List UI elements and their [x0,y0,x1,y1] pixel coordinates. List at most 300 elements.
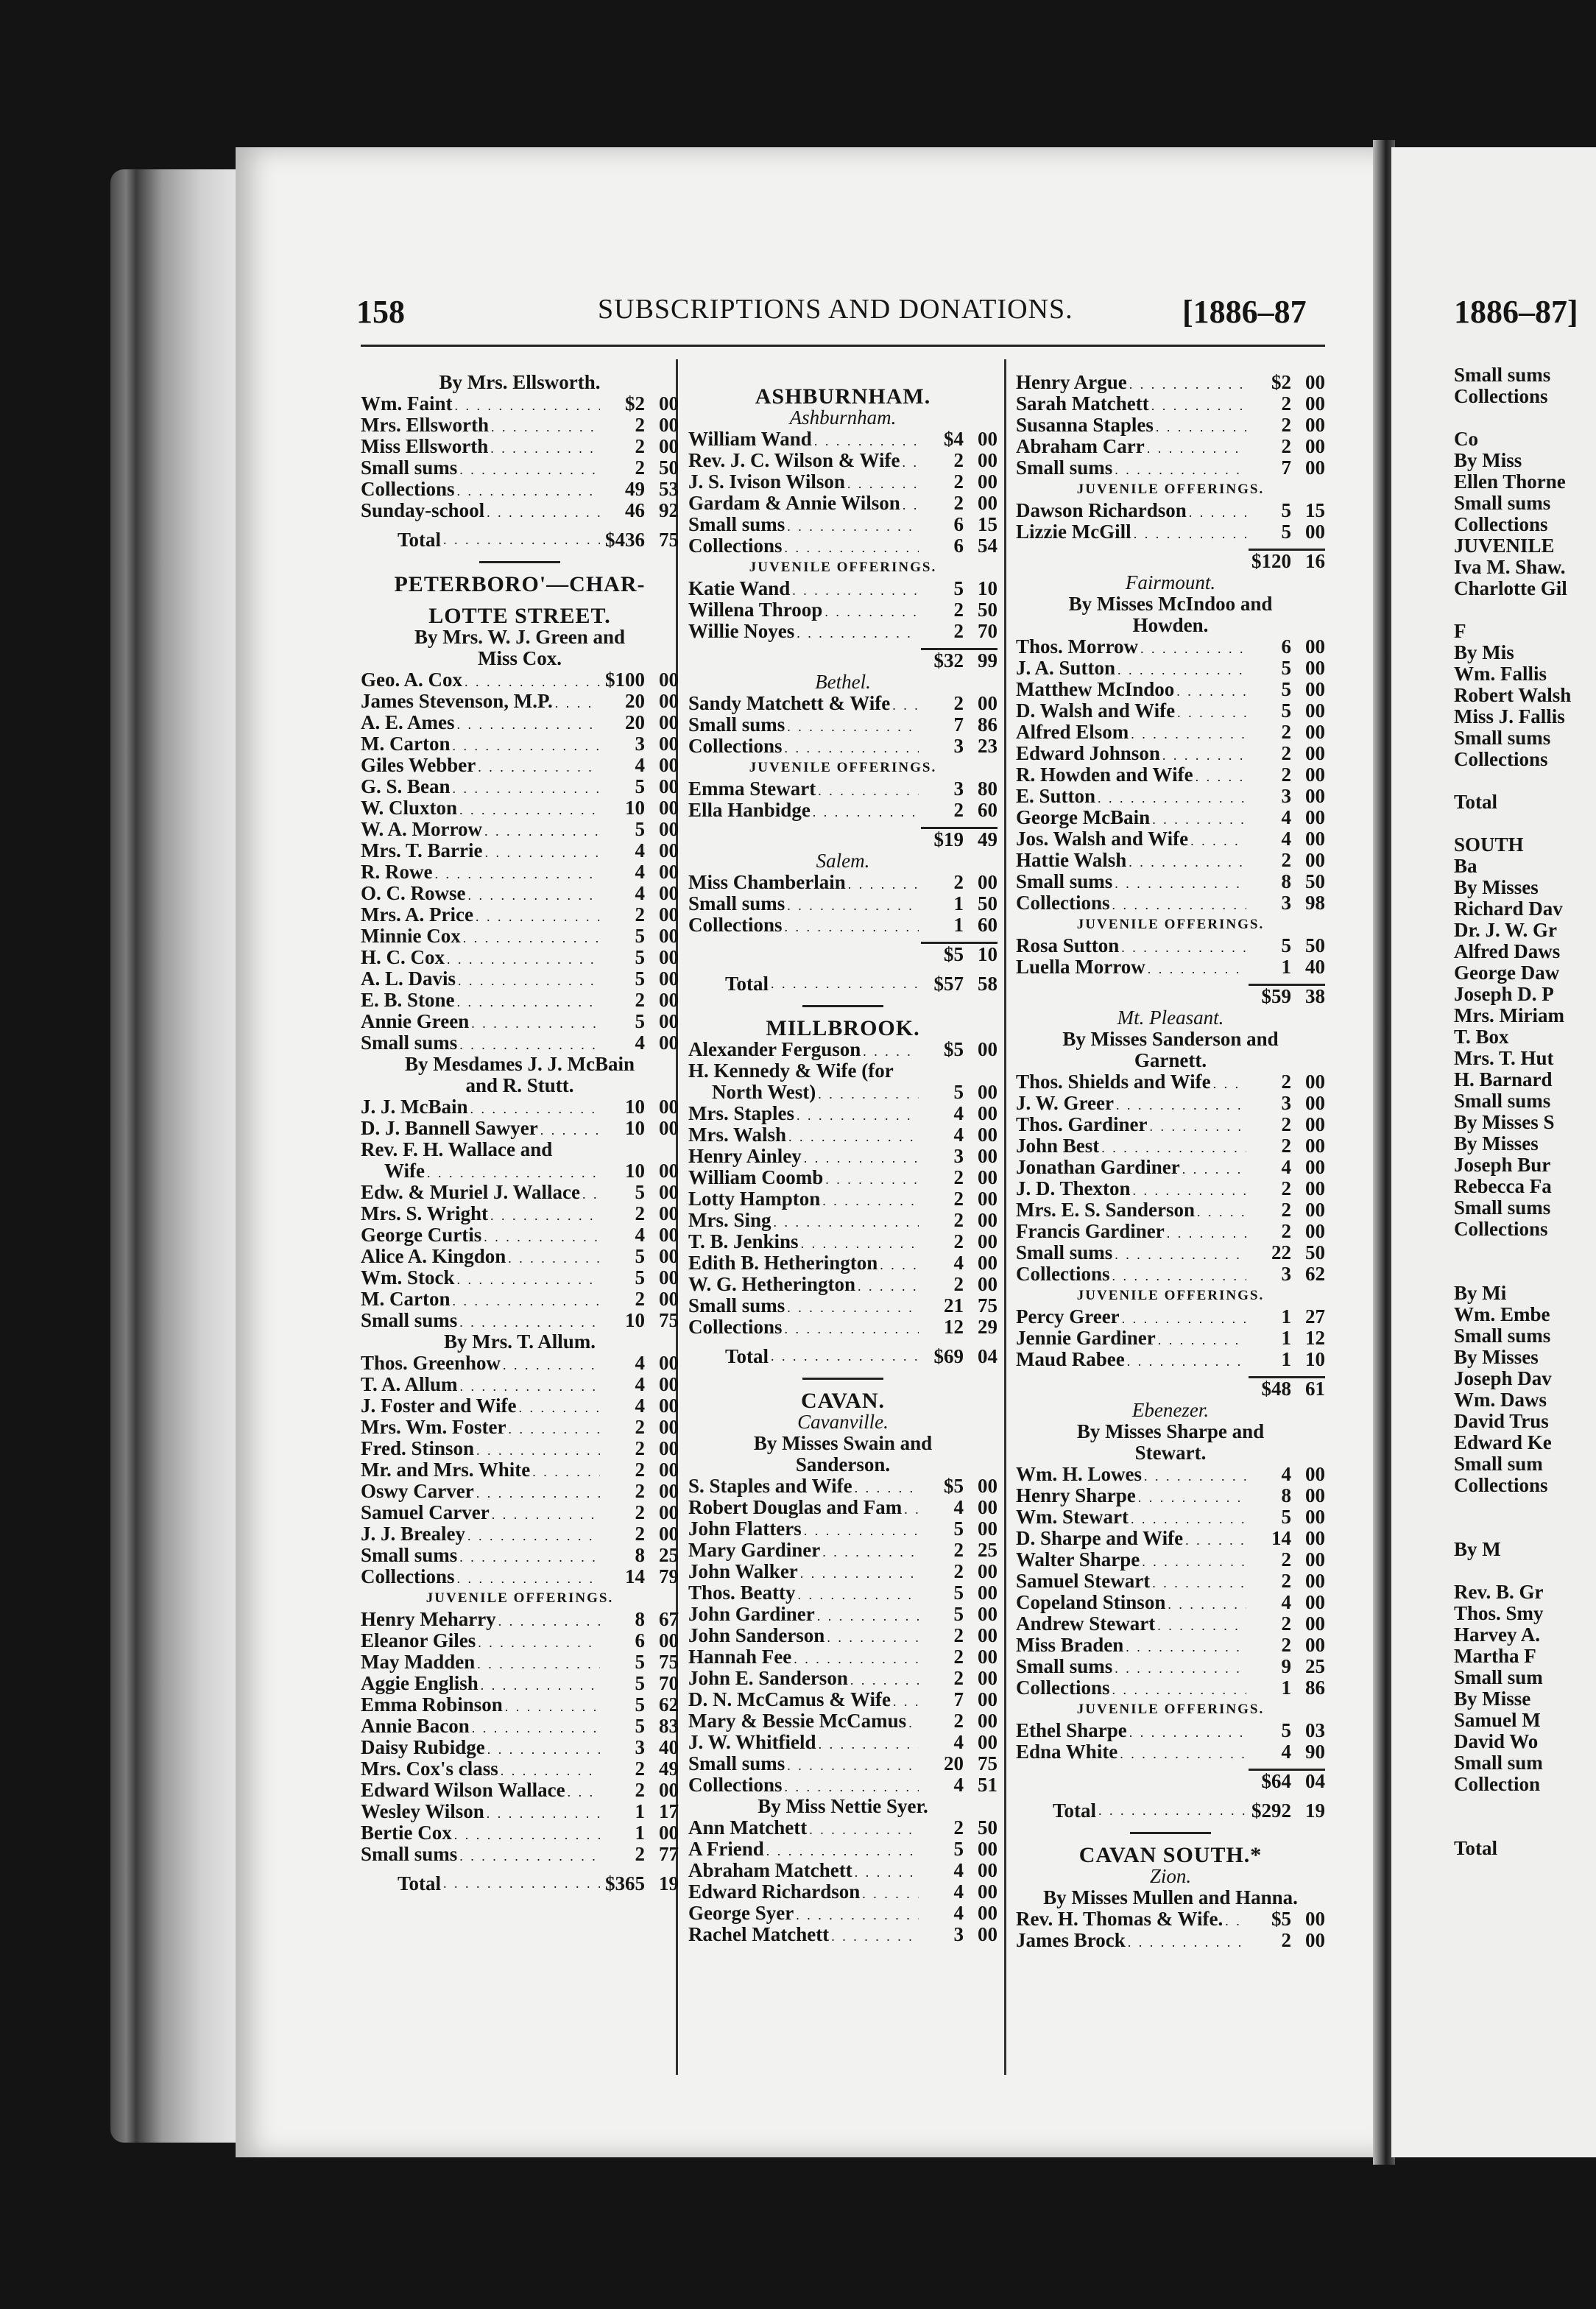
subtotal-cents: 99 [964,648,998,671]
total-row [688,965,998,995]
amount-cents: 86 [1305,1677,1325,1699]
donor-name: Collections [1016,1263,1110,1285]
donor-name: A. L. Davis [361,968,456,990]
entry-row [1016,1071,1325,1093]
entry-row [688,1167,998,1188]
circuit-name: Fairmount. [1125,571,1216,593]
leader-dots [1148,959,1246,978]
entry-row [688,1668,998,1689]
donor-name: J. W. Greer [1016,1093,1114,1114]
leader-dots [771,973,919,995]
entry-row [1016,1528,1325,1549]
next-page-fragment: Wm. Daws [1454,1389,1547,1411]
amount-cents: 00 [978,1668,998,1689]
amount-dollars: 2 [1281,1199,1291,1221]
amount-cents: 00 [659,1203,679,1224]
next-page-column [1454,364,1571,1859]
subtotal-dollars: $59 [1249,984,1291,1007]
next-page-fragment: Small sum [1454,1453,1543,1475]
amount-cents: 00 [659,1289,679,1310]
donor-name: Katie Wand [688,578,791,599]
amount-cents: 00 [659,415,679,436]
circuit-name: Salem. [816,850,870,872]
donor-name: Total [725,1345,769,1367]
leader-dots [893,1691,919,1710]
amount-cents: 25 [659,1545,679,1566]
next-page-fragment: Collections [1454,1474,1548,1496]
entry-row [688,714,998,736]
leader-dots [1150,1116,1246,1135]
entry-row [1016,1349,1325,1370]
leader-dots [490,438,600,457]
donor-name: W. A. Morrow [361,819,482,840]
entry-row [688,1316,998,1338]
amount-dollars: 2 [635,1523,645,1545]
donor-name: M. Carton [361,733,451,755]
amount-dollars: 8 [1281,1485,1291,1506]
amount-cents: 00 [978,872,998,893]
amount-cents: 00 [659,393,679,415]
amount-cents: 00 [1305,1071,1325,1093]
subtotal-cents: 38 [1291,984,1325,1007]
amount-dollars: 2 [635,1289,645,1310]
amount-dollars: 5 [635,1716,645,1737]
donor-name: D. N. McCamus & Wife [688,1689,891,1710]
leader-dots [467,1526,600,1545]
donor-name: Hattie Walsh [1016,850,1127,871]
entry-row [1016,500,1325,521]
donor-name: Gardam & Annie Wilson [688,493,900,514]
next-page-fragment: Collections [1454,1218,1548,1240]
next-page-fragment: H. Barnard [1454,1068,1553,1090]
subtotal-dollars: $64 [1249,1769,1291,1792]
next-page-fragment: Martha F [1454,1645,1536,1667]
amount-dollars: 2 [953,1167,964,1188]
amount-cents: 60 [978,800,998,821]
donor-name: Collections [688,1774,783,1796]
leader-dots [476,1483,600,1502]
total-row [1016,1792,1325,1822]
next-page-fragment: By Mis [1454,641,1514,663]
amount-cents: 70 [659,1673,679,1694]
leader-dots [491,417,600,436]
amount-cents: 00 [1305,786,1325,807]
amount-cents: 00 [1305,658,1325,679]
amount-dollars: $365 [605,1872,645,1894]
leader-dots [582,1184,600,1203]
amount-cents: 00 [978,1860,998,1881]
leader-dots [1182,1159,1246,1178]
next-page-fragment: Edward Ke [1454,1431,1552,1453]
amount-cents: 54 [978,535,998,557]
leader-dots [1128,1932,1246,1951]
donor-name: Total [398,1872,442,1894]
donor-name: Walter Sharpe [1016,1549,1140,1571]
leader-dots [1098,1800,1246,1822]
donor-name: Luella Morrow [1016,956,1145,978]
entry-row [1016,1221,1325,1242]
leader-dots [785,917,919,936]
donor-name: Collections [361,479,455,500]
next-page-fragment: Ba [1454,855,1477,877]
amount-dollars: 4 [635,1224,645,1246]
donor-name: Henry Ainley [688,1146,802,1167]
section-heading: PETERBORO'—CHAR- [394,572,646,596]
amount-cents: 00 [659,1630,679,1651]
amount-cents: 77 [659,1844,679,1865]
leader-dots [459,459,600,479]
amount-dollars: 2 [1281,1135,1291,1157]
total-row [361,1865,679,1894]
leader-dots [809,1819,919,1839]
donor-name: Sandy Matchett & Wife [688,693,891,714]
amount-cents: 00 [1305,1506,1325,1528]
entry-row [361,1673,679,1694]
leader-dots [459,800,600,819]
leader-dots [1101,1138,1246,1157]
donor-name: Jennie Gardiner [1016,1328,1156,1349]
entry-row [361,1011,679,1032]
leader-dots [457,481,601,500]
next-page-fragment: Miss J. Fallis [1454,705,1565,727]
amount-cents: 00 [978,1231,998,1252]
entry-row [361,1651,679,1673]
entry-row [361,393,679,415]
leader-dots [813,802,919,821]
leader-dots [1147,438,1246,457]
leader-dots [1115,459,1246,479]
next-page-fragment: Collections [1454,748,1548,770]
amount-dollars: 4 [635,1374,645,1395]
entry-row [361,479,679,500]
donor-name: George Syer [688,1903,794,1924]
next-page-fragment: SOUTH [1454,833,1524,856]
donor-name: Mrs. Sing [688,1210,771,1231]
entry-row [361,1118,679,1139]
leader-dots [850,1670,919,1689]
leader-dots [443,529,600,551]
amount-dollars: 4 [1281,1592,1291,1613]
entry-row [688,514,998,535]
subtotal-dollars: $5 [921,942,964,965]
leader-dots [1157,1615,1246,1635]
leader-dots [831,1926,919,1945]
amount-cents: 00 [978,1924,998,1945]
donor-name: Giles Webber [361,755,476,776]
amount-cents: 25 [1305,1656,1325,1677]
amount-dollars: 4 [953,1860,964,1881]
amount-dollars: 12 [944,1316,964,1338]
entry-row [688,1274,998,1295]
amount-dollars: $4 [944,429,964,450]
amount-cents: 00 [659,733,679,755]
entry-row [361,1459,679,1481]
collector-line: By Miss Nettie Syer. [758,1795,928,1817]
entry-row [1016,1908,1325,1930]
amount-cents: 00 [659,1118,679,1139]
subtotal-row [1016,978,1325,1007]
donor-name: Small sums [688,1295,785,1316]
entry-row [688,1540,998,1561]
amount-cents: 00 [1305,1114,1325,1135]
donor-name: Emma Stewart [688,778,816,800]
entry-row [361,1545,679,1566]
leader-dots [848,874,919,893]
amount-dollars: 4 [635,883,645,904]
donor-name: Samuel Carver [361,1502,490,1523]
leader-dots [792,580,919,599]
leader-dots [472,1718,600,1737]
entry-row [1016,1592,1325,1613]
amount-dollars: 10 [625,1310,645,1331]
entry-row [361,1481,679,1502]
amount-cents: 75 [659,529,679,551]
leader-dots [1138,1487,1246,1506]
donor-name: North West) [712,1082,816,1103]
leader-dots [818,780,919,800]
entry-row [361,1758,679,1780]
collector-line: By Misses Sharpe and [1076,1420,1265,1442]
entry-row [1016,679,1325,700]
entry-row [361,1822,679,1844]
entry-row [1016,1635,1325,1656]
amount-dollars: 4 [953,1732,964,1753]
amount-dollars: 5 [1281,521,1291,543]
amount-cents: 00 [1305,521,1325,543]
section-rule [1130,1832,1211,1834]
next-page-fragment: By Misse [1454,1688,1531,1710]
entry-row [688,599,998,621]
entry-row [1016,700,1325,722]
leader-dots [798,1584,919,1604]
amount-dollars: 4 [1281,1157,1291,1178]
amount-cents: 03 [1305,1720,1325,1741]
leader-dots [771,1346,919,1367]
amount-cents: 50 [978,599,998,621]
donor-name: M. Carton [361,1289,451,1310]
next-page-fragment [1454,770,1571,792]
donor-name: Geo. A. Cox [361,669,462,691]
donor-name: W. Cluxton [361,797,458,819]
amount-cents: 75 [659,1651,679,1673]
next-page-fragment [1454,407,1571,429]
amount-dollars: 20 [944,1753,964,1774]
amount-cents: 98 [1305,892,1325,914]
amount-dollars: 7 [953,714,964,736]
leader-dots [492,1504,600,1523]
donor-name: Alfred Elsom [1016,722,1129,743]
donor-name: Small sums [688,1753,785,1774]
amount-cents: 00 [659,1267,679,1289]
amount-dollars: $5 [1271,1908,1291,1930]
amount-cents: 00 [659,1353,679,1374]
donor-name: J. W. Whitfield [688,1732,816,1753]
amount-cents: 00 [978,1039,998,1060]
leader-dots [1197,1202,1246,1221]
entry-row [1016,1571,1325,1592]
entry-row [1016,1114,1325,1135]
amount-dollars: 4 [635,1353,645,1374]
amount-cents: 00 [659,1438,679,1459]
amount-dollars: 2 [953,450,964,471]
leader-dots [814,431,919,450]
collector-line: Stewart. [1134,1442,1207,1464]
page-year: [1886–87 [1182,294,1307,330]
entry-row [1016,1720,1325,1741]
donor-name: Small sums [688,514,785,535]
next-page-fragment: By Misses S [1454,1111,1555,1133]
entry-row [688,1103,998,1124]
donor-name: Collections [688,1316,783,1338]
entry-row [361,1032,679,1054]
amount-dollars: 2 [635,1502,645,1523]
donor-name: A. E. Ames [361,712,455,733]
entry-row [1016,935,1325,956]
entry-row [1016,1328,1325,1349]
amount-cents: 00 [1305,679,1325,700]
donor-name: E. B. Stone [361,990,455,1011]
leader-dots [794,1649,919,1668]
leader-dots [1144,1466,1246,1485]
amount-dollars: 4 [1281,828,1291,850]
entry-row [1016,743,1325,764]
donor-name: John Flatters [688,1518,802,1540]
amount-dollars: 49 [625,479,645,500]
entry-row [361,1374,679,1395]
amount-dollars: 5 [635,1673,645,1694]
leader-dots [1152,1573,1246,1592]
leader-dots [1196,766,1246,786]
amount-cents: 04 [978,1345,998,1367]
entry-row [688,1625,998,1646]
amount-dollars: 2 [635,1417,645,1438]
donor-name: Abraham Carr [1016,436,1145,457]
leader-dots [1140,638,1246,658]
leader-dots [457,992,600,1011]
next-page-fragment: By M [1454,1538,1501,1560]
leader-dots [797,623,919,642]
collector-line: By Mrs. Ellsworth. [439,371,601,393]
entry-row [688,893,998,914]
amount-cents: 00 [1305,807,1325,828]
amount-dollars: 5 [635,926,645,947]
juvenile-heading: JUVENILE OFFERINGS. [1076,917,1265,932]
next-page-fragment: By Mi [1454,1282,1507,1304]
amount-dollars: 2 [953,693,964,714]
juvenile-heading: JUVENILE OFFERINGS. [1076,482,1265,497]
entry-row [1016,871,1325,892]
amount-dollars: 1 [1281,1349,1291,1370]
donor-name: William Coomb [688,1167,824,1188]
section-heading: CAVAN SOUTH.* [1078,1843,1263,1867]
page-number: 158 [356,294,405,330]
amount-dollars: 2 [635,1758,645,1780]
donor-name: Minnie Cox [361,926,461,947]
entry-row [688,1146,998,1167]
amount-cents: 00 [978,1625,998,1646]
donor-name: Emma Robinson [361,1694,503,1716]
amount-dollars: 4 [1281,1741,1291,1763]
leader-dots [903,495,919,514]
leader-dots [1122,1308,1246,1328]
amount-dollars: 2 [1281,1178,1291,1199]
entry-row [688,1518,998,1540]
entry-row [361,797,679,819]
donor-name: Thos. Beatty [688,1582,796,1604]
entry-row [688,1646,998,1668]
leader-dots [862,1883,919,1903]
donor-name: J. J. McBain [361,1096,468,1118]
amount-dollars: 3 [953,1924,964,1945]
entry-text: Rev. F. H. Wallace and [361,1138,553,1160]
amount-dollars: 5 [1281,700,1291,722]
entry-row [361,1502,679,1523]
entry-row [361,436,679,457]
next-page-fragment: Co [1454,428,1478,450]
leader-dots [787,895,919,914]
amount-dollars: 5 [953,1582,964,1604]
amount-dollars: $436 [605,529,645,551]
entry-row [1016,1464,1325,1485]
amount-dollars: 5 [953,1082,964,1103]
amount-dollars: 2 [1281,1114,1291,1135]
amount-cents: 00 [978,1561,998,1582]
collector-line: By Misses Mullen and Hanna. [1043,1886,1298,1908]
amount-cents: 49 [659,1758,679,1780]
amount-dollars: 7 [953,1689,964,1710]
header-rule [361,345,1325,347]
entry-row [688,1582,998,1604]
amount-cents: 00 [659,1246,679,1267]
amount-cents: 86 [978,714,998,736]
amount-dollars: 2 [635,1203,645,1224]
donor-name: Mrs. S. Wright [361,1203,489,1224]
leader-dots [457,1269,601,1289]
next-page-fragment [1454,599,1571,621]
leader-dots [908,1713,919,1732]
amount-dollars: $2 [625,393,645,415]
juvenile-heading: JUVENILE OFFERINGS. [1076,1702,1265,1717]
amount-cents: 00 [659,755,679,776]
amount-cents: 00 [1305,393,1325,415]
next-page-fragment [1454,813,1571,834]
amount-dollars: 5 [953,1604,964,1625]
leader-dots [822,1191,919,1210]
amount-dollars: 8 [1281,871,1291,892]
circuit-name: Mt. Pleasant. [1117,1007,1224,1029]
next-page-fragment: George Daw [1454,962,1560,984]
donor-name: J. D. Thexton [1016,1178,1131,1199]
donor-name: Daisy Rubidge [361,1737,485,1758]
entry-row [361,1203,679,1224]
amount-dollars: 5 [635,819,645,840]
leader-dots [1185,1530,1246,1549]
entry-row [688,1753,998,1774]
donor-name: Thos. Greenhow [361,1353,501,1374]
next-page-fragment: Thos. Smy [1454,1602,1544,1624]
leader-dots [787,716,919,736]
amount-dollars: 2 [953,1625,964,1646]
amount-dollars: 2 [1281,1635,1291,1656]
leader-dots [788,1127,919,1146]
leader-dots [532,1462,600,1481]
next-page-fragment: Samuel M [1454,1709,1541,1731]
donor-name: D. Walsh and Wife [1016,700,1176,722]
entry-row [688,736,998,757]
donor-name: Total [398,529,442,551]
entry-row [361,1246,679,1267]
amount-dollars: 5 [635,1267,645,1289]
